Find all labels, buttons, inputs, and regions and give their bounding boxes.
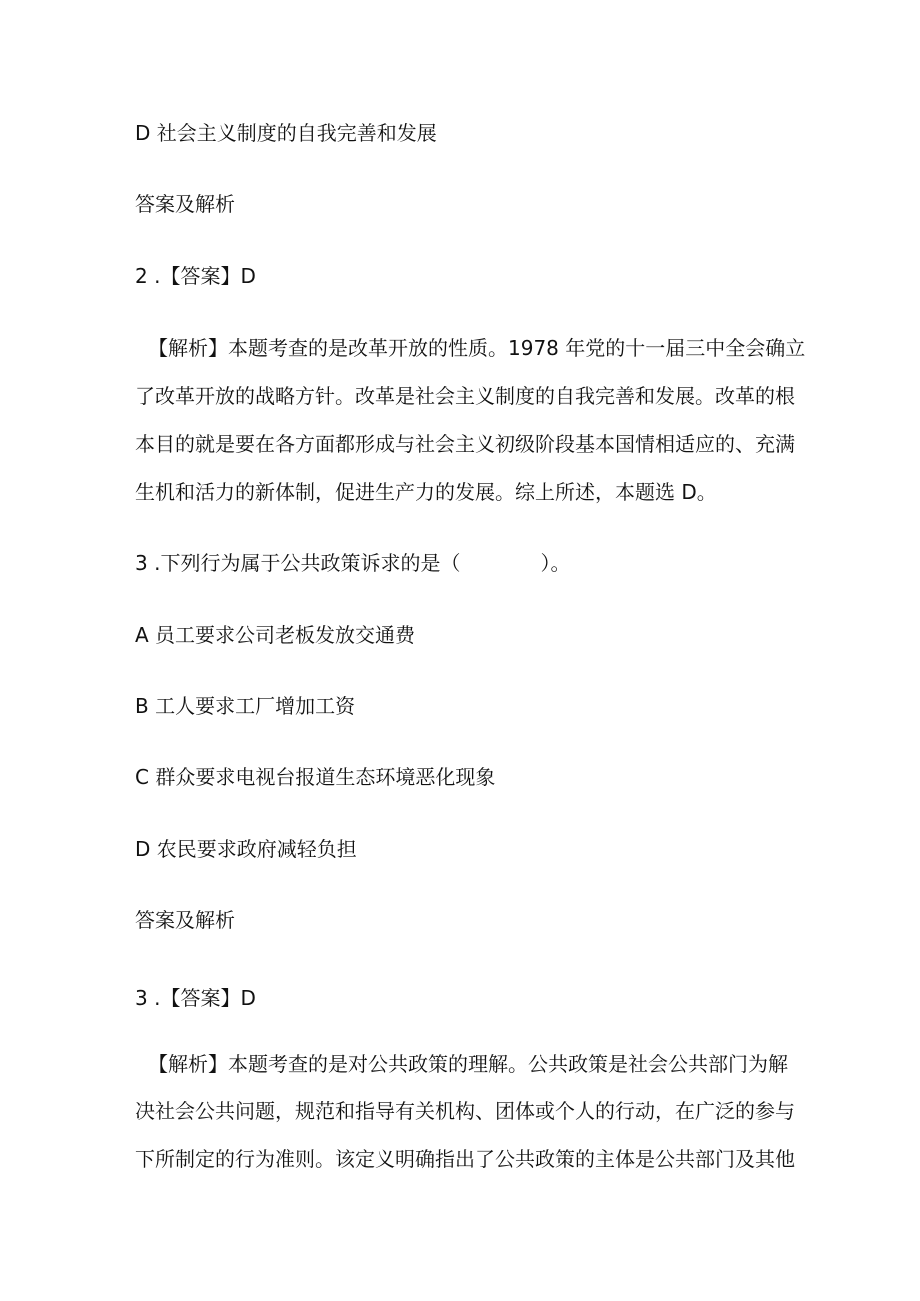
q3-analysis-line-1: 【解析】本题考查的是对公共政策的理解。公共政策是社会公共部门为解	[148, 1052, 788, 1076]
q2-answer-heading: 答案及解析	[135, 192, 235, 216]
q3-option-b: B 工人要求工厂增加工资	[135, 694, 356, 718]
q3-question: 3 .下列行为属于公共政策诉求的是（ ）。	[135, 551, 571, 575]
q3-option-c: C 群众要求电视台报道生态环境恶化现象	[135, 765, 496, 789]
q2-option-d: D 社会主义制度的自我完善和发展	[135, 121, 437, 145]
q2-answer: 2 .【答案】D	[135, 264, 256, 288]
q3-answer-heading: 答案及解析	[135, 908, 235, 932]
q2-analysis-line-1: 【解析】本题考查的是改革开放的性质。1978 年党的十一届三中全会确立	[148, 336, 806, 360]
q2-analysis-line-3: 本目的就是要在各方面都形成与社会主义初级阶段基本国情相适应的、充满	[135, 432, 795, 456]
q2-analysis-line-2: 了改革开放的战略方针。改革是社会主义制度的自我完善和发展。改革的根	[135, 384, 795, 408]
q3-option-a: A 员工要求公司老板发放交通费	[135, 623, 416, 647]
q3-answer: 3 .【答案】D	[135, 986, 256, 1010]
q3-option-d: D 农民要求政府减轻负担	[135, 837, 357, 861]
q3-analysis-line-2: 决社会公共问题，规范和指导有关机构、团体或个人的行动，在广泛的参与	[135, 1099, 795, 1123]
q3-analysis-line-3: 下所制定的行为准则。该定义明确指出了公共政策的主体是公共部门及其他	[135, 1147, 795, 1171]
q2-analysis-line-4: 生机和活力的新体制，促进生产力的发展。综上所述，本题选 D。	[135, 480, 717, 504]
